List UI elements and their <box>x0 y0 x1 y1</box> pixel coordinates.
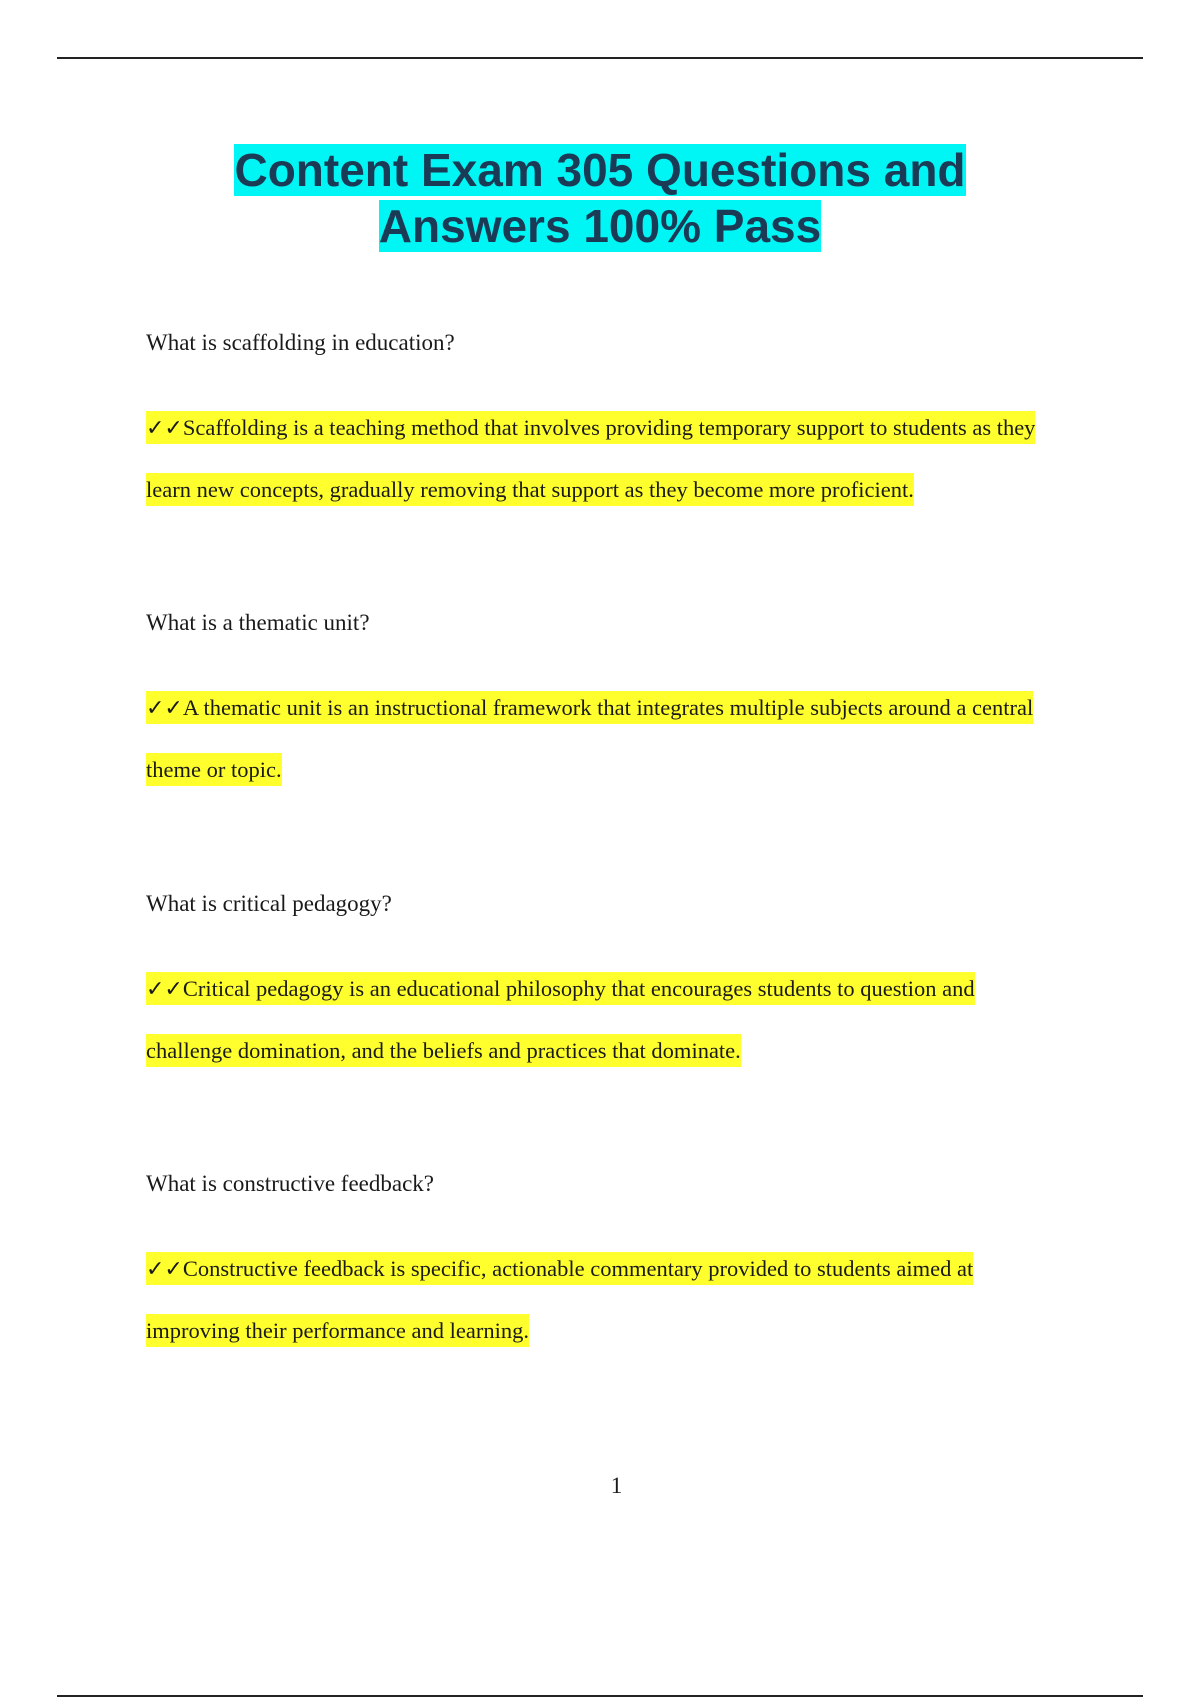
question-text: What is scaffolding in education? <box>146 330 455 355</box>
answer-highlight <box>146 972 975 1067</box>
document-title <box>100 142 1100 254</box>
answer-text: Constructive feedback is specific, actionable commentary provided to students aimed at improving their performance and learning. <box>146 1256 974 1343</box>
question-text: What is a thematic unit? <box>146 610 370 635</box>
title-line-1: Content Exam 305 Questions and <box>234 144 966 196</box>
question-text: What is critical pedagogy? <box>146 891 392 916</box>
checkmark-icon: ✓✓ <box>146 977 183 1002</box>
answer-highlight <box>146 691 1033 786</box>
answer-block <box>146 958 1066 1081</box>
question-text: What is constructive feedback? <box>146 1171 435 1196</box>
header-rule <box>57 57 1143 59</box>
checkmark-icon: ✓✓ <box>146 416 183 441</box>
footer-rule <box>57 1695 1143 1697</box>
qa-item <box>146 1170 1066 1361</box>
title-line-2: Answers 100% Pass <box>378 200 822 252</box>
answer-highlight <box>146 1252 973 1347</box>
answer-text: A thematic unit is an instructional framework that integrates multiple subjects around a central theme or topic. <box>146 695 1034 782</box>
answer-block <box>146 1238 1066 1361</box>
qa-item <box>146 329 1066 520</box>
qa-item <box>146 890 1066 1081</box>
answer-text: Critical pedagogy is an educational philosophy that encourages students to question and challenge domination, and the beliefs and practices that dominate. <box>146 976 975 1063</box>
checkmark-icon: ✓✓ <box>146 696 183 721</box>
answer-block <box>146 397 1066 520</box>
answer-text: Scaffolding is a teaching method that involves providing temporary support to students as they learn new concepts, gradually removing that support as they become more proficient. <box>146 415 1036 502</box>
page-number: 1 <box>610 1473 623 1498</box>
checkmark-icon: ✓✓ <box>146 1257 183 1282</box>
qa-item <box>146 609 1066 800</box>
answer-highlight <box>146 411 1035 506</box>
answer-block <box>146 677 1066 800</box>
